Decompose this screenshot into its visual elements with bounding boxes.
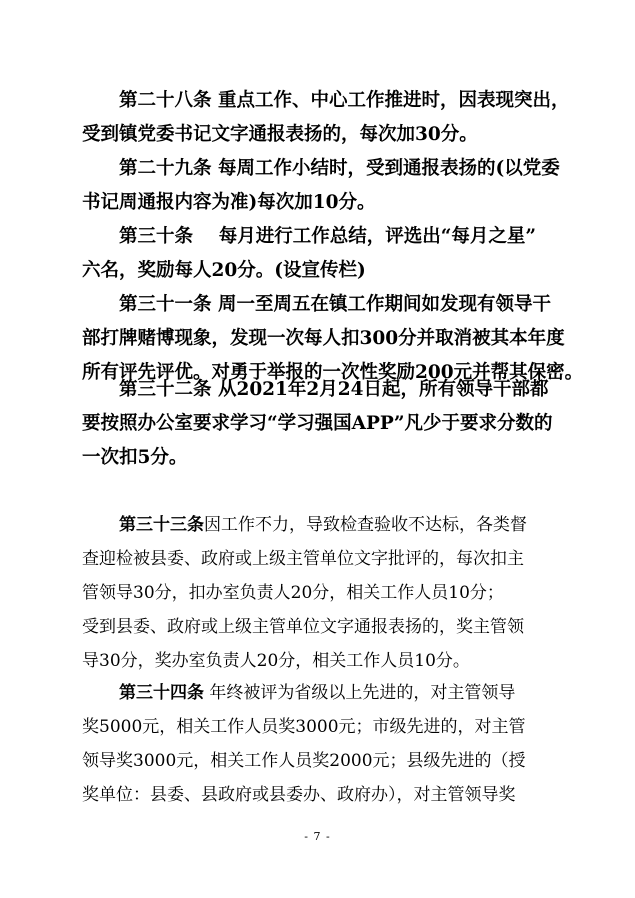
article-line: 领导奖3000元，相关工作人员奖2000元；县级先进的（授 xyxy=(82,751,526,771)
article-30 xyxy=(82,220,562,288)
article-34 xyxy=(82,676,562,812)
article-line: 导30分，奖办室负责人20分，相关工作人员10分。 xyxy=(82,651,470,671)
article-line: 第三十二条 从2021年2月24日起，所有领导干部都 xyxy=(119,379,549,400)
article-line: 奖单位：县委、县政府或县委办、政府办），对主管领导奖 xyxy=(82,785,516,805)
article-line: 查迎检被县委、政府或上级主管单位文字批评的，每次扣主 xyxy=(82,549,524,569)
article-title: 第三十四条 xyxy=(119,683,204,703)
article-line: 第二十八条 重点工作、中心工作推进时，因表现突出， xyxy=(119,90,570,111)
article-29 xyxy=(82,152,562,220)
article-line: 书记周通报内容为准)每次加10分。 xyxy=(82,192,376,213)
article-line: 所有评先评优。对勇于举报的一次性奖励200元并帮其保密。 xyxy=(82,362,584,383)
page-number: - 7 - xyxy=(304,830,331,843)
article-line: 管领导30分，扣办室负责人20分，相关工作人员10分； xyxy=(82,583,504,603)
article-title: 第三十三条 xyxy=(119,515,204,535)
article-line xyxy=(82,508,562,542)
article-line: 第三十条 每月进行工作总结，评选出“每月之星” xyxy=(119,226,537,247)
article-32 xyxy=(82,373,562,475)
article-text: 年终被评为省级以上先进的，对主管领导 xyxy=(204,683,516,703)
article-line: 奖5000元，相关工作人员奖3000元；市级先进的，对主管 xyxy=(82,717,526,737)
article-33 xyxy=(82,508,562,678)
article-28 xyxy=(82,84,570,152)
article-line: 部打牌赌博现象，发现一次每人扣300分并取消被其本年度 xyxy=(82,328,565,349)
article-line: 一次扣5分。 xyxy=(82,447,188,468)
article-line: 要按照办公室要求学习“学习强国APP”凡少于要求分数的 xyxy=(82,413,553,434)
article-line: 六名，奖励每人20分。(设宣传栏) xyxy=(82,260,366,281)
article-line: 受到县委、政府或上级主管单位文字通报表扬的，奖主管领 xyxy=(82,617,524,637)
article-line xyxy=(82,676,562,710)
article-line: 第三十一条 周一至周五在镇工作期间如发现有领导干 xyxy=(119,294,551,315)
article-line: 第二十九条 每周工作小结时，受到通报表扬的(以党委 xyxy=(119,158,560,179)
article-text: 因工作不力，导致检查验收不达标，各类督 xyxy=(204,515,527,535)
article-line: 受到镇党委书记文字通报表扬的，每次加30分。 xyxy=(82,124,478,145)
